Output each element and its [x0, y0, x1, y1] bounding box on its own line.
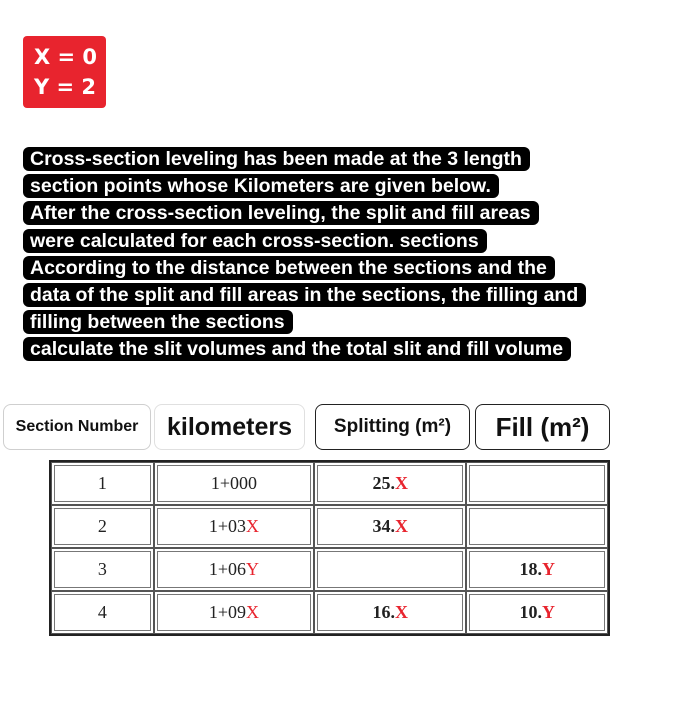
fill-cell: [466, 505, 608, 548]
problem-line-8: calculate the slit volumes and the total slit and fill volume: [23, 337, 571, 361]
section-number-cell: 4: [51, 591, 154, 634]
header-fill: Fill (m²): [475, 404, 610, 450]
header-section-number: Section Number: [3, 404, 151, 450]
x-value: X = 0: [34, 45, 98, 69]
problem-line-3: After the cross-section leveling, the split and fill areas: [23, 201, 539, 225]
table-row: [51, 505, 608, 548]
xy-values-badge: [23, 36, 106, 108]
section-number-cell: 1: [51, 462, 154, 505]
table-row: [51, 591, 608, 634]
table-row: [51, 462, 608, 505]
problem-line-6: data of the split and fill areas in the sections, the filling and: [23, 283, 586, 307]
splitting-cell: 25.X: [314, 462, 466, 505]
problem-line-2: section points whose Kilometers are given below.: [23, 174, 499, 198]
fill-cell: 18.Y: [466, 548, 608, 591]
sections-table: [49, 460, 610, 636]
kilometer-cell: 1+06Y: [154, 548, 314, 591]
splitting-cell: 34.X: [314, 505, 466, 548]
header-splitting: Splitting (m²): [315, 404, 470, 450]
kilometer-cell: 1+03X: [154, 505, 314, 548]
y-value: Y = 2: [34, 75, 97, 99]
problem-statement: [23, 146, 673, 364]
problem-line-5: According to the distance between the sections and the: [23, 256, 555, 280]
fill-cell: [466, 462, 608, 505]
kilometer-cell: 1+000: [154, 462, 314, 505]
header-kilometers: kilometers: [154, 404, 305, 450]
kilometer-cell: 1+09X: [154, 591, 314, 634]
problem-line-4: were calculated for each cross-section. sections: [23, 229, 487, 253]
section-number-cell: 3: [51, 548, 154, 591]
splitting-cell: 16.X: [314, 591, 466, 634]
fill-cell: 10.Y: [466, 591, 608, 634]
problem-line-7: filling between the sections: [23, 310, 293, 334]
splitting-cell: [314, 548, 466, 591]
problem-line-1: Cross-section leveling has been made at the 3 length: [23, 147, 530, 171]
table-row: [51, 548, 608, 591]
section-number-cell: 2: [51, 505, 154, 548]
